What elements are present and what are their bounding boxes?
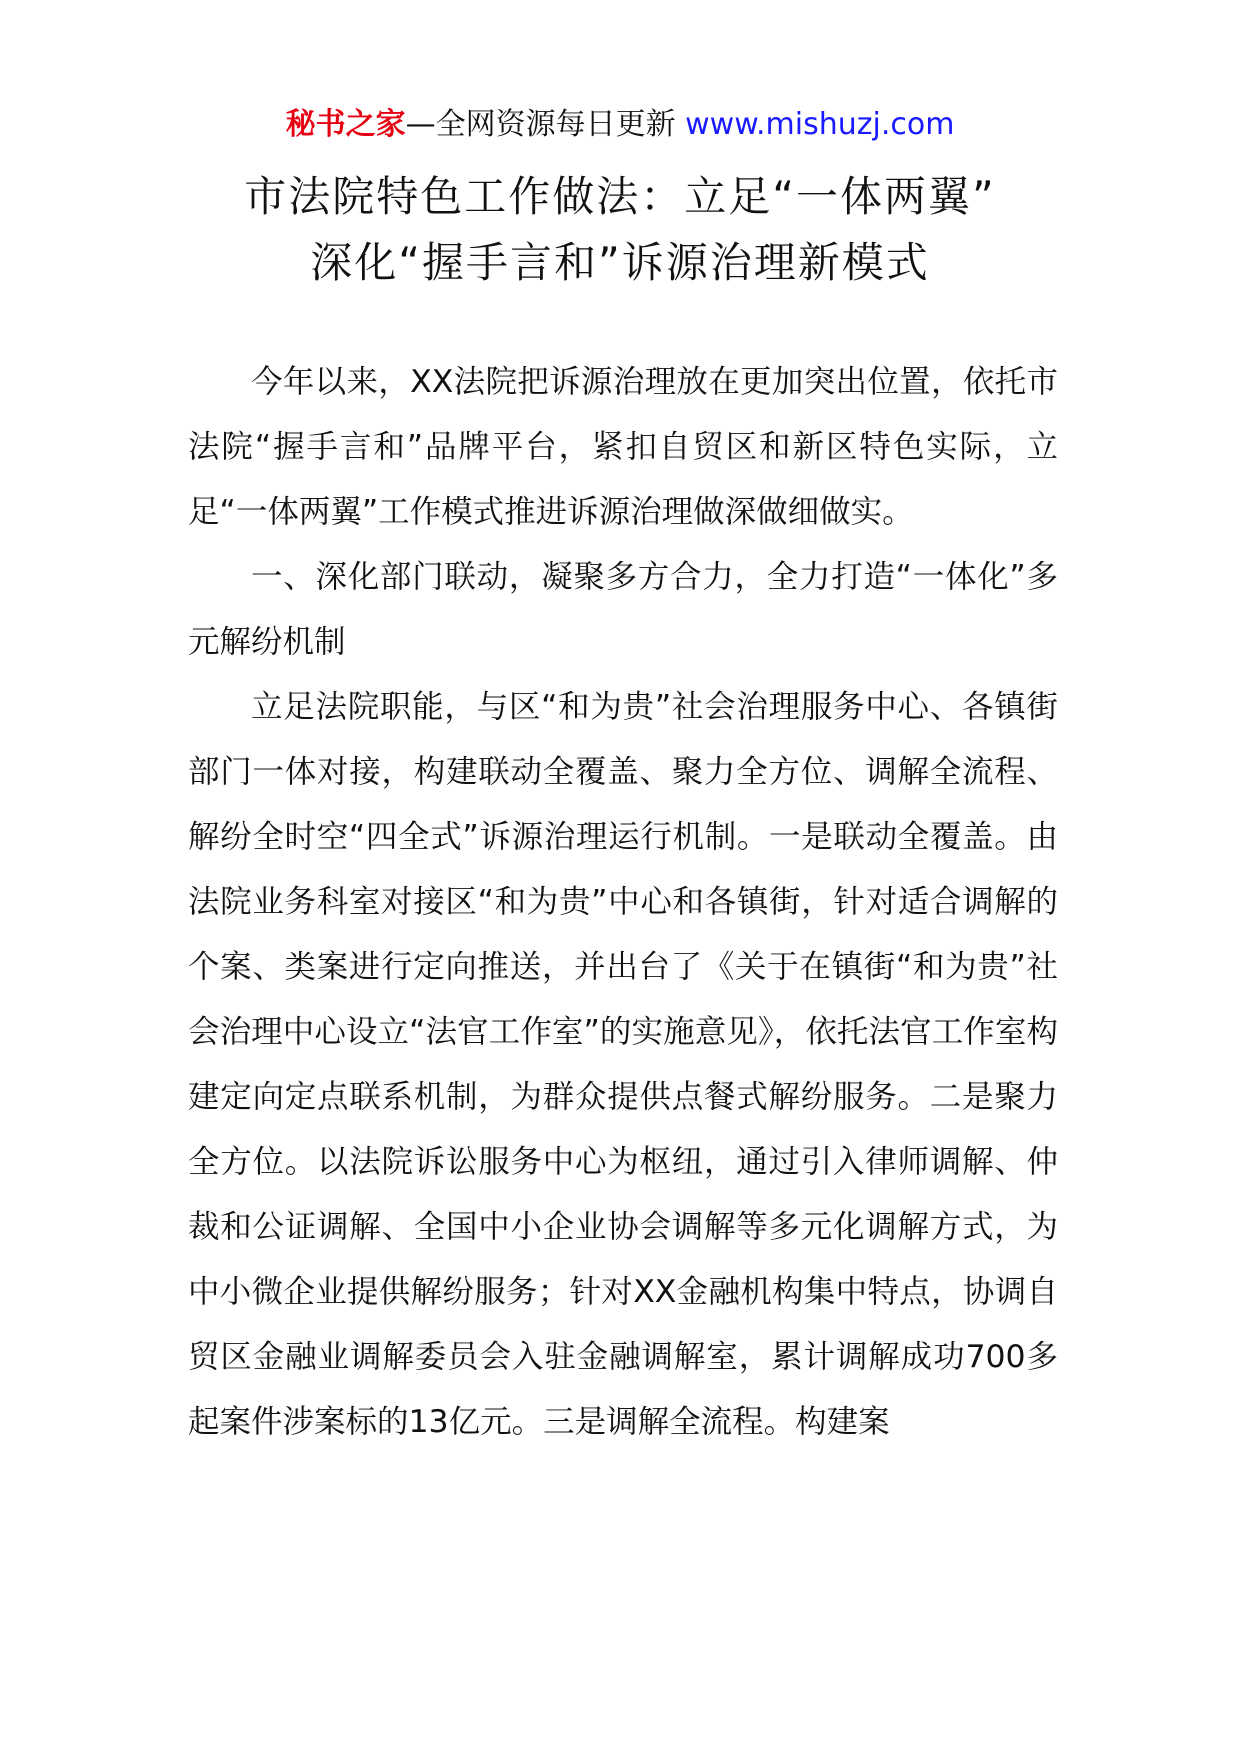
section-heading-1: 一、深化部门联动，凝聚多方合力，全力打造“一体化”多元解纷机制 [188, 559, 1058, 660]
brand-url-link[interactable]: www.mishuzj.com [685, 107, 955, 142]
brand-tagline: —全网资源每日更新 [405, 107, 686, 142]
document-body [188, 350, 1058, 1455]
body-paragraph: 立足法院职能，与区“和为贵”社会治理服务中心、各镇街部门一体对接，构建联动全覆盖、聚力全方位、调解全流程、解纷全时空“四全式”诉源治理运行机制。一是联动全覆盖。由法院业务科室对接区“和为贵”中心和各镇街，针对适合调解的个案、类案进行定向推送，并出台了《关于在镇街“和为贵”社会治理中心设立“法官工作室”的实施意见》，依托法官工作室构建定向定点联系机制，为群众提供点餐式解纷服务。二是聚力全方位。以法院诉讼服务中心为枢纽，通过引入律师调解、仲裁和公证调解、全国中小企业协会调解等多元化调解方式，为中小微企业提供解纷服务；针对XX金融机构集中特点，协调自贸区金融业调解委员会入驻金融调解室，累计调解成功700多起案件涉案标的13亿元。三是调解全流程。构建案 [188, 689, 1058, 1440]
title-line-2: 深化“握手言和”诉源治理新模式 [310, 238, 930, 287]
intro-paragraph: 今年以来，XX法院把诉源治理放在更加突出位置，依托市法院“握手言和”品牌平台，紧扣自贸区和新区特色实际，立足“一体两翼”工作模式推进诉源治理做深做细做实。 [188, 364, 1058, 530]
document-title [150, 164, 1090, 296]
title-line-1: 市法院特色工作做法：立足“一体两翼” [244, 172, 996, 221]
brand-name: 秘书之家 [285, 107, 406, 142]
site-header [0, 100, 1240, 150]
